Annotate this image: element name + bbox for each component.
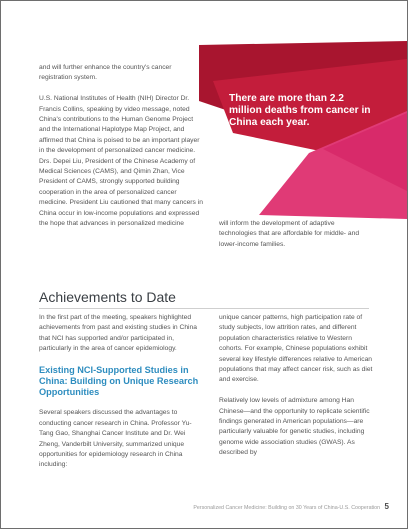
left-column-top bbox=[39, 63, 204, 240]
subheading: Existing NCI-Supported Studies in China: Building on Unique Research Opportunities bbox=[39, 365, 199, 398]
footer-title: Personalized Cancer Medicine: Building on 30 Years of China-U.S. Cooperation bbox=[193, 505, 381, 511]
paragraph: Relatively low levels of admixture among Han Chinese—and the opportunity to replicate scientific findings generated in American populations—are particularly valuable for genetic studies, including genome wide association studies (GWAS). As described by bbox=[219, 397, 370, 457]
section-divider bbox=[39, 308, 369, 309]
paragraph: In the first part of the meeting, speakers highlighted achievements from past and existing studies in China that NCI has supported and/or participated in, particularly in the area of cancer epidemiology. bbox=[39, 314, 197, 353]
section-title: Achievements to Date bbox=[39, 289, 176, 305]
right-column-bottom bbox=[219, 313, 374, 469]
callout-text: There are more than 2.2 million deaths from cancer in China each year. bbox=[229, 93, 371, 128]
paragraph: Several speakers discussed the advantages to conducting cancer research in China. Professor Yu-Tang Gao, Shanghai Cancer Institute and Dr. Wei Zheng, Vanderbilt University, summarized unique opportunities for epidemiology research in China including: bbox=[39, 409, 192, 469]
paragraph: U.S. National Institutes of Health (NIH) Director Dr. Francis Collins, speaking by video message, noted China's contributions to the Human Genome Project and the International Haplotype Map Project, and affirmed that China is poised to be an important player in the development of personalized cancer medicine. Drs. Depei Liu, President of the Chinese Academy of Medical Sciences (CAMS), and Qimin Zhan, Vice President of CAMS, strongly supported building cooperation in the area of personalized cancer medicine. President Liu cautioned that many cancers in China occur in low-income populations and expressed the hope that advances in personalized medicine bbox=[39, 95, 203, 228]
paragraph: will inform the development of adaptive technologies that are affordable for middle- and lower-income families. bbox=[219, 220, 360, 248]
paragraph: and will further enhance the country's cancer registration system. bbox=[39, 64, 172, 82]
page-number: 5 bbox=[384, 502, 389, 511]
left-column-bottom bbox=[39, 313, 204, 481]
paragraph: unique cancer patterns, high participation rate of study subjects, low attrition rates, and different population characteristics relative to Western cohorts. For example, Chinese populations exhibit several key lifestyle differences relative to American populations that may affect cancer risk, such as diet and exercise. bbox=[219, 314, 373, 384]
right-column-top bbox=[219, 219, 369, 261]
page-footer bbox=[193, 502, 389, 511]
